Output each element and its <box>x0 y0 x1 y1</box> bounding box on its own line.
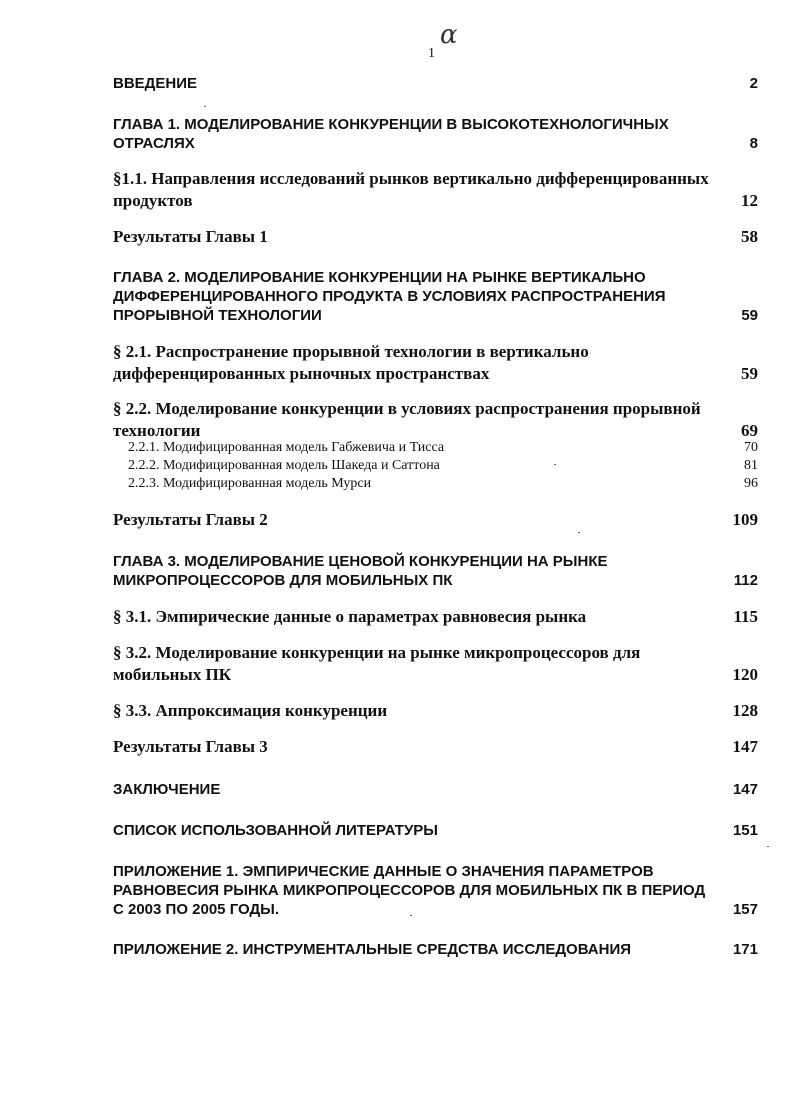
page-number: 1 <box>428 46 435 61</box>
toc-page: 70 <box>744 440 758 455</box>
toc-title: § 3.2. Моделирование конкуренции на рынке микропроцессоров для мобильных ПК <box>113 643 641 684</box>
scan-speck <box>554 464 556 465</box>
toc-title: ПРИЛОЖЕНИЕ 2. ИНСТРУМЕНТАЛЬНЫЕ СРЕДСТВА ИССЛЕДОВАНИЯ <box>113 941 632 958</box>
toc-entry-section-2-2[interactable] <box>113 398 758 442</box>
toc-entry-results-1[interactable] <box>113 226 758 248</box>
toc-entry-results-3[interactable] <box>113 736 758 758</box>
toc-entry-intro[interactable] <box>113 74 758 93</box>
toc-title: § 2.2. Моделирование конкуренции в условиях распространения прорывной технологии <box>113 399 701 440</box>
toc-entry-appendix-1[interactable] <box>113 862 758 919</box>
toc-entry-chapter-2[interactable] <box>113 268 758 325</box>
toc-entry-chapter-3[interactable] <box>113 552 758 590</box>
toc-entry-section-1-1[interactable] <box>113 168 758 212</box>
toc-entry-results-2[interactable] <box>113 509 758 531</box>
toc-entry-conclusion[interactable] <box>113 780 758 799</box>
toc-entry-chapter-1[interactable] <box>113 115 758 153</box>
toc-title: ПРИЛОЖЕНИЕ 1. ЭМПИРИЧЕСКИЕ ДАННЫЕ О ЗНАЧЕНИЯ ПАРАМЕТРОВ РАВНОВЕСИЯ РЫНКА МИКРОПРОЦЕССОРОВ ДЛЯ МОБИЛЬНЫХ ПК В ПЕРИОД С 2003 ПО 2005 ГОДЫ. <box>113 863 706 918</box>
toc-page: 58 <box>741 227 758 246</box>
toc-entry-references[interactable] <box>113 821 758 840</box>
toc-title: 2.2.3. Модифицированная модель Мурси <box>128 476 372 491</box>
toc-title: §1.1. Направления исследований рынков вертикально дифференцированных продуктов <box>113 169 709 210</box>
handwritten-mark: α <box>440 20 458 50</box>
toc-page: 147 <box>732 781 758 798</box>
toc-subentry-2-2-1[interactable] <box>128 439 758 457</box>
toc-page: 59 <box>741 364 758 383</box>
toc-page: 69 <box>741 421 758 440</box>
toc-title: ГЛАВА 1. МОДЕЛИРОВАНИЕ КОНКУРЕНЦИИ В ВЫСОКОТЕХНОЛОГИЧНЫХ ОТРАСЛЯХ <box>113 116 669 152</box>
toc-page: 12 <box>741 191 758 210</box>
toc-entry-section-3-3[interactable] <box>113 700 758 722</box>
toc-entry-appendix-2[interactable] <box>113 940 758 959</box>
scan-speck <box>410 915 412 916</box>
toc-title: ВВЕДЕНИЕ <box>113 75 197 92</box>
toc-title: § 2.1. Распространение прорывной технологии в вертикально дифференцированных рыночных пространствах <box>113 342 589 383</box>
toc-title: § 3.3. Аппроксимация конкуренции <box>113 701 388 720</box>
toc-entry-section-3-2[interactable] <box>113 642 758 686</box>
toc-title: Результаты Главы 2 <box>113 510 268 529</box>
toc-page: 59 <box>741 307 758 324</box>
toc-entry-section-2-1[interactable] <box>113 341 758 385</box>
toc-title: § 3.1. Эмпирические данные о параметрах равновесия рынка <box>113 607 587 626</box>
toc-page: 147 <box>732 737 758 756</box>
toc-page: 157 <box>732 901 758 918</box>
toc-title: 2.2.1. Модифицированная модель Габжевича и Тисса <box>128 440 445 455</box>
toc-entry-section-3-1[interactable] <box>113 606 758 628</box>
toc-title: Результаты Главы 1 <box>113 227 268 246</box>
toc-page: 151 <box>732 822 758 839</box>
toc-subentry-2-2-3[interactable] <box>128 475 758 493</box>
scan-speck <box>204 106 206 107</box>
toc-page: 120 <box>732 665 758 684</box>
toc-title: ЗАКЛЮЧЕНИЕ <box>113 781 221 798</box>
toc-page: 128 <box>732 701 758 720</box>
scan-speck <box>578 532 580 533</box>
toc-page: 112 <box>733 572 758 589</box>
toc-subentry-2-2-2[interactable] <box>128 457 758 475</box>
toc-page: 81 <box>744 458 758 473</box>
toc-page: 2 <box>749 75 758 92</box>
scan-speck <box>767 846 769 847</box>
toc-page: 8 <box>749 135 758 152</box>
toc-page: 109 <box>732 510 758 529</box>
toc-title: СПИСОК ИСПОЛЬЗОВАННОЙ ЛИТЕРАТУРЫ <box>113 822 438 839</box>
toc-title: 2.2.2. Модифицированная модель Шакеда и Саттона <box>128 458 440 473</box>
toc-page: 115 <box>733 607 758 626</box>
toc-page: 171 <box>732 941 758 958</box>
toc-page: 96 <box>744 476 758 491</box>
toc-title: ГЛАВА 2. МОДЕЛИРОВАНИЕ КОНКУРЕНЦИИ НА РЫНКЕ ВЕРТИКАЛЬНО ДИФФЕРЕНЦИРОВАННОГО ПРОДУКТА В УСЛОВИЯХ РАСПРОСТРАНЕНИЯ ПРОРЫВНОЙ ТЕХНОЛОГИИ <box>113 269 666 324</box>
toc-title: ГЛАВА 3. МОДЕЛИРОВАНИЕ ЦЕНОВОЙ КОНКУРЕНЦИИ НА РЫНКЕ МИКРОПРОЦЕССОРОВ ДЛЯ МОБИЛЬНЫХ ПК <box>113 553 608 589</box>
toc-title: Результаты Главы 3 <box>113 737 268 756</box>
